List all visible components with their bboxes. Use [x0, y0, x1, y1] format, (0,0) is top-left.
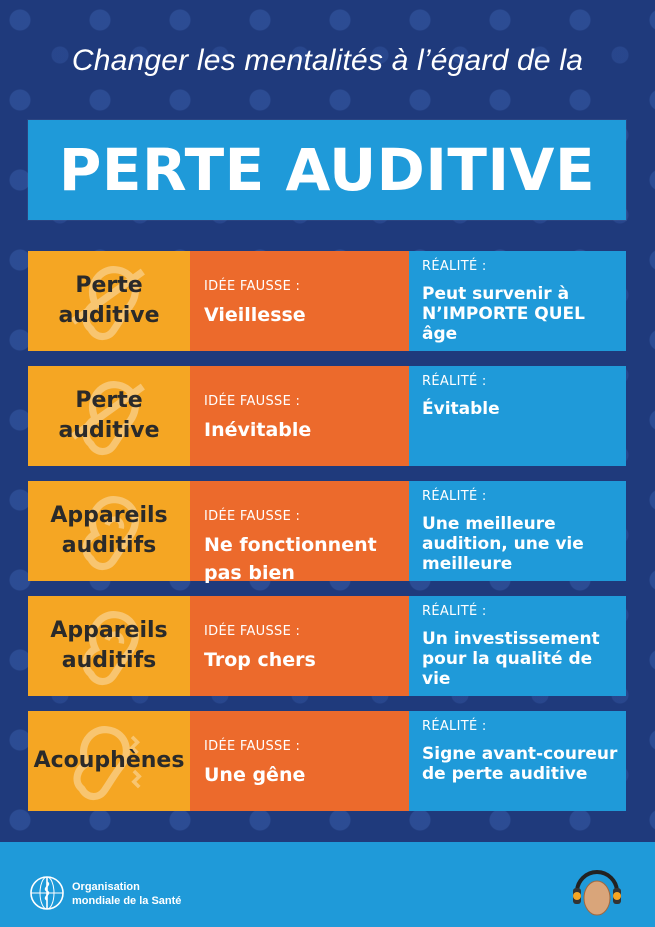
category-line: Perte [75, 388, 143, 413]
category-label [50, 616, 167, 676]
reality-cell [409, 481, 626, 581]
myth-label: IDÉE FAUSSE : [204, 624, 301, 639]
who-emblem-icon [28, 874, 66, 912]
reality-line: Un investissement [422, 629, 600, 649]
category-label [34, 746, 185, 776]
reality-line: audition, une vie [422, 534, 584, 554]
myth-cell [190, 481, 409, 584]
reality-text [422, 744, 620, 784]
reality-line: Peut survenir à [422, 284, 570, 304]
category-line: auditive [58, 418, 160, 443]
myth-line: Une gêne [204, 764, 306, 786]
reality-line: meilleure [422, 554, 513, 574]
category-cell [28, 711, 190, 811]
myth-line: Trop chers [204, 649, 316, 671]
reality-line: âge [422, 324, 458, 344]
category-cell [28, 366, 190, 466]
myth-label: IDÉE FAUSSE : [204, 279, 301, 294]
category-cell [28, 481, 190, 581]
myth-cell [190, 596, 409, 696]
reality-line: Signe avant-coureur [422, 744, 618, 764]
myth-text [204, 531, 377, 587]
who-name-line-2: mondiale de la Santé [72, 895, 182, 907]
reality-text [422, 399, 620, 419]
reality-text [422, 629, 620, 689]
reality-line: N’IMPORTE QUEL [422, 304, 585, 324]
myth-label: IDÉE FAUSSE : [204, 509, 301, 524]
reality-line: Une meilleure [422, 514, 556, 534]
reality-label: RÉALITÉ : [422, 374, 487, 389]
reality-cell [409, 366, 626, 466]
category-cell [28, 596, 190, 696]
myth-text [204, 416, 311, 444]
myth-line: Inévitable [204, 419, 312, 441]
myth-line: Vieillesse [204, 304, 306, 326]
headphones-mascot-icon [567, 862, 627, 922]
category-label [58, 386, 159, 446]
page-subtitle: Changer les mentalités à l’égard de la [71, 44, 584, 77]
who-name [72, 880, 181, 908]
myth-label: IDÉE FAUSSE : [204, 394, 301, 409]
category-line: Appareils [50, 618, 168, 643]
myth-text [204, 646, 316, 674]
myth-cell [190, 366, 409, 466]
reality-text [422, 514, 620, 574]
myth-text [204, 301, 306, 329]
category-line: auditive [58, 303, 160, 328]
category-line: Appareils [50, 503, 168, 528]
myth-row [28, 711, 626, 811]
category-line: auditifs [61, 533, 157, 558]
reality-text [422, 284, 620, 344]
reality-cell [409, 711, 626, 811]
category-line: Perte [75, 273, 143, 298]
myth-label: IDÉE FAUSSE : [204, 739, 301, 754]
myth-text [204, 761, 305, 789]
myth-line: Ne fonctionnent [204, 534, 377, 556]
page-title: PERTE AUDITIVE [58, 136, 596, 204]
reality-line: pour la qualité de [422, 649, 593, 669]
reality-label: RÉALITÉ : [422, 719, 487, 734]
myth-line: pas bien [204, 562, 295, 584]
category-line: Acouphènes [33, 748, 185, 773]
reality-label: RÉALITÉ : [422, 259, 487, 274]
reality-line: de perte auditive [422, 764, 588, 784]
category-label [58, 271, 159, 331]
reality-label: RÉALITÉ : [422, 604, 487, 619]
footer [0, 842, 655, 927]
reality-cell [409, 596, 626, 696]
myth-cell [190, 251, 409, 351]
myth-row [28, 596, 626, 696]
category-label [50, 501, 167, 561]
myth-row [28, 481, 626, 584]
myth-cell [190, 711, 409, 811]
myth-row [28, 366, 626, 466]
reality-line: Évitable [422, 399, 500, 419]
reality-label: RÉALITÉ : [422, 489, 487, 504]
reality-line: vie [422, 669, 451, 689]
who-name-line-1: Organisation [72, 881, 140, 893]
reality-cell [409, 251, 626, 351]
category-line: auditifs [61, 648, 157, 673]
category-cell [28, 251, 190, 351]
myth-row [28, 251, 626, 351]
title-banner [28, 120, 626, 220]
